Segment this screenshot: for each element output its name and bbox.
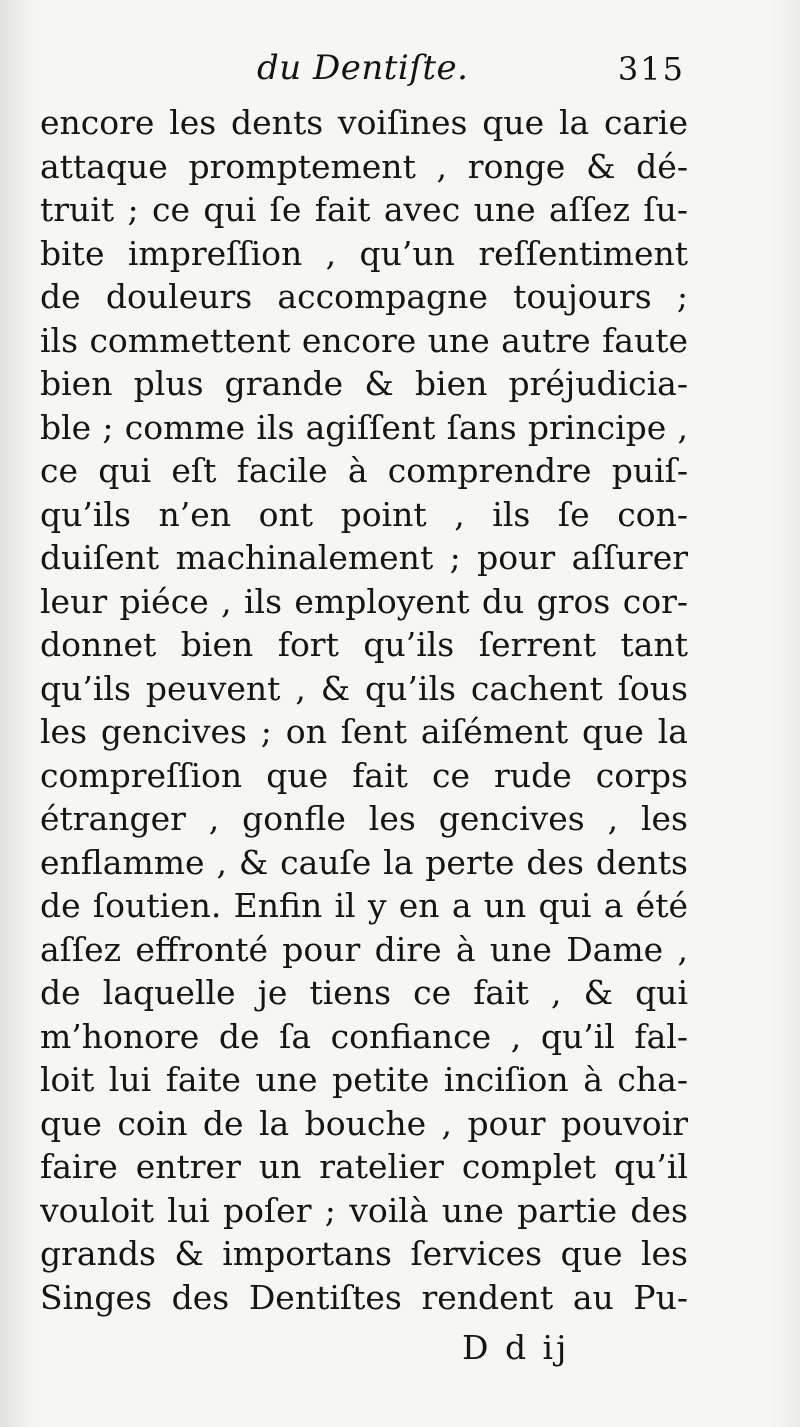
text-line: ce qui eſt facile à comprendre puiſ- bbox=[40, 451, 688, 490]
text-line: qu’ils peuvent , & qu’ils cachent ſous bbox=[40, 668, 688, 708]
text-line: de ſoutien. Enfin il y en a un qui a été bbox=[40, 886, 688, 925]
text-line: que coin de la bouche , pour pouvoir bbox=[40, 1103, 688, 1143]
text-line: de douleurs accompagne toujours ; bbox=[40, 277, 688, 316]
text-line: bien plus grande & bien préjudicia- bbox=[40, 364, 688, 403]
running-title: du Dentiſte. bbox=[257, 48, 469, 88]
signature-catchword: D d ij bbox=[462, 1328, 570, 1367]
text-line: les gencives ; on ſent aiſément que la bbox=[40, 712, 688, 751]
text-line: duiſent machinalement ; pour aſſurer bbox=[40, 538, 688, 577]
running-head bbox=[60, 48, 685, 104]
text-line: ils commettent encore une autre faute bbox=[40, 320, 688, 360]
text-line: enflamme , & cauſe la perte des dents bbox=[40, 842, 688, 882]
text-line: m’honore de ſa confiance , qu’il fal- bbox=[40, 1016, 688, 1056]
text-line: donnet bien fort qu’ils ſerrent tant bbox=[40, 625, 688, 664]
text-line: attaque promptement , ronge & dé- bbox=[40, 146, 688, 186]
text-line: loit lui faite une petite inciſion à cha- bbox=[40, 1060, 688, 1099]
text-line: truit ; ce qui ſe fait avec une aſſez ſu- bbox=[40, 190, 688, 229]
page-number: 315 bbox=[617, 50, 685, 88]
text-line: leur piéce , ils employent du gros cor- bbox=[40, 581, 688, 621]
body-text bbox=[40, 101, 688, 1319]
text-line: qu’ils n’en ont point , ils ſe con- bbox=[40, 494, 688, 534]
text-line: faire entrer un ratelier complet qu’il bbox=[40, 1147, 688, 1186]
text-line: aſſez effronté pour dire à une Dame , bbox=[40, 929, 688, 969]
text-line: encore les dents voiſines que la carie bbox=[40, 103, 688, 142]
text-line: ble ; comme ils agiſſent ſans principe , bbox=[40, 407, 688, 447]
text-line: bite impreſſion , qu’un reſſentiment bbox=[40, 233, 688, 273]
text-line: compreſſion que fait ce rude corps bbox=[40, 755, 688, 795]
text-line: étranger , gonfle les gencives , les bbox=[40, 799, 688, 838]
text-line: vouloit lui poſer ; voilà une partie des bbox=[40, 1190, 688, 1230]
text-line: de laquelle je tiens ce fait , & qui bbox=[40, 973, 688, 1012]
text-line: grands & importans ſervices que les bbox=[40, 1234, 688, 1273]
text-line: Singes des Dentiſtes rendent au Pu- bbox=[40, 1277, 688, 1317]
